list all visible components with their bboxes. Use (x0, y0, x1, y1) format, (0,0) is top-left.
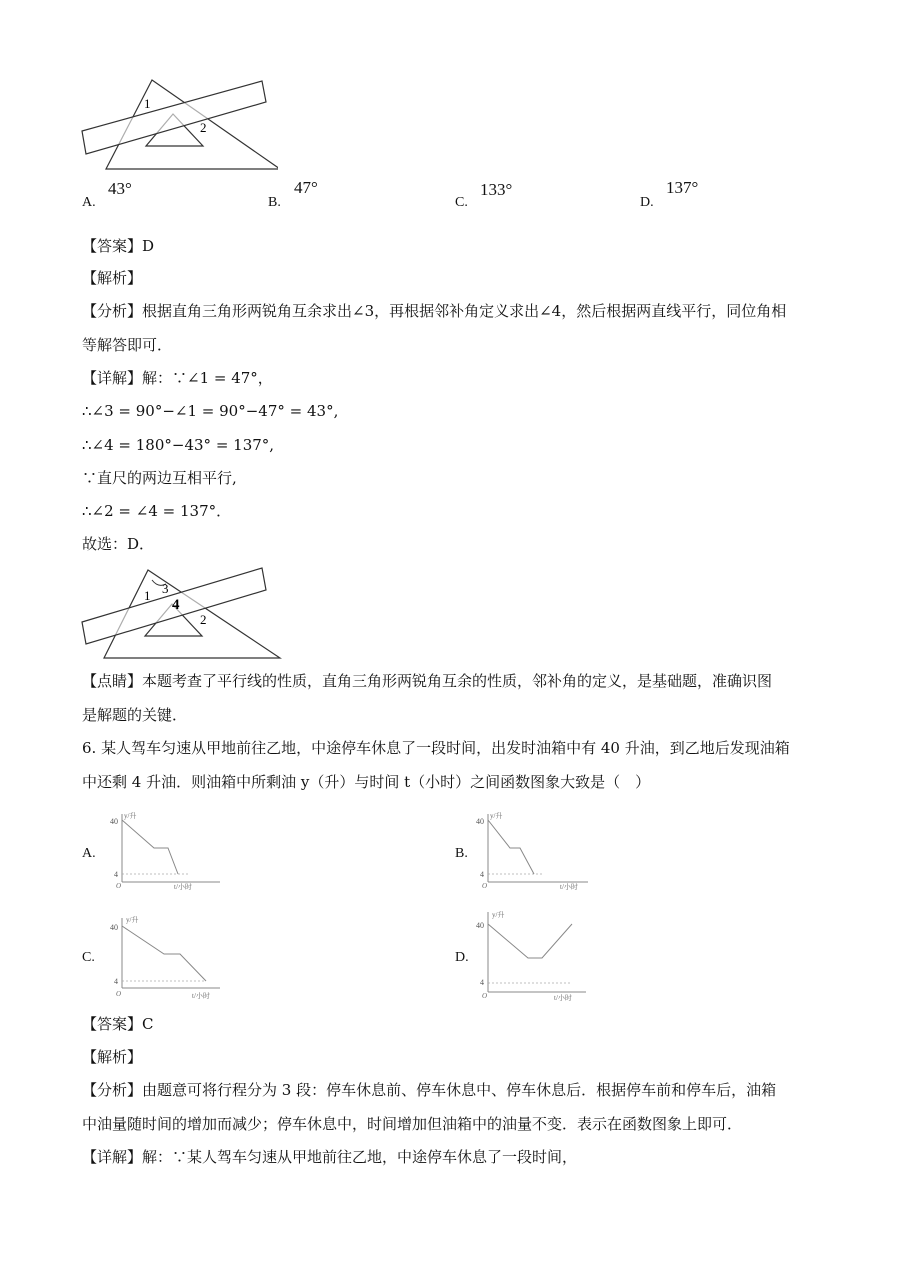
y-tick-4: 4 (114, 870, 118, 879)
q6-option-b-letter: B. (455, 846, 468, 861)
y-tick-40: 40 (110, 817, 118, 826)
angle-3-label: 3 (162, 581, 169, 596)
x-axis-label: t/小时 (554, 994, 572, 1002)
q5-detail-line-3: ∴∠4 = 180°−43° = 137°, (82, 436, 275, 454)
angle-2-label: 2 (200, 612, 207, 627)
option-c-value: 133° (480, 180, 513, 199)
y-tick-40: 40 (476, 817, 484, 826)
option-d-letter: D. (640, 195, 654, 210)
q5-detail-line-2: ∴∠3 = 90°−∠1 = 90°−47° = 43°, (82, 402, 339, 420)
q6-graph-a (108, 810, 222, 892)
origin-label: O (482, 882, 488, 890)
q6-graph-d (474, 908, 588, 1002)
q5-detail-line-1: 【详解】解：∵∠1 = 47°， (82, 369, 273, 387)
y-axis-label: y/升 (490, 812, 503, 820)
q6-analysis-line-1: 【分析】由题意可将行程分为 3 段：停车休息前、停车休息中、停车休息后．根据停车前和停车后，油箱 (82, 1081, 777, 1099)
q6-graph-c (108, 914, 222, 1000)
ruler-triangle-figure-annotated (78, 566, 282, 662)
q5-analysis-line-2: 等解答即可． (82, 336, 173, 354)
q6-option-d-letter: D. (455, 950, 469, 965)
x-axis-label: t/小时 (560, 883, 578, 891)
x-axis-label: t/小时 (174, 883, 192, 891)
q6-detail-line-1: 【详解】解：∵某人驾车匀速从甲地前往乙地，中途停车休息了一段时间， (82, 1148, 578, 1166)
origin-label: O (116, 882, 122, 890)
q5-options (0, 178, 909, 214)
option-d-value: 137° (666, 178, 699, 197)
angle-1-label: 1 (144, 588, 151, 603)
y-axis-label: y/升 (492, 911, 505, 919)
q6-graph-b (474, 810, 590, 892)
q5-analysis-heading: 【解析】 (82, 269, 143, 287)
origin-label: O (482, 992, 488, 1000)
q6-option-c-letter: C. (82, 950, 95, 965)
option-c-letter: C. (455, 195, 468, 210)
y-tick-40: 40 (476, 921, 484, 930)
angle-1-label: 1 (144, 96, 151, 111)
ruler-triangle-figure (78, 76, 278, 172)
q5-comment-line-2: 是解题的关键． (82, 706, 188, 724)
y-axis-label: y/升 (126, 916, 139, 924)
option-b-letter: B. (268, 195, 281, 210)
option-b-value: 47° (294, 178, 318, 197)
q6-option-a-letter: A. (82, 846, 96, 861)
q6-answer: 【答案】C (82, 1015, 154, 1033)
q6-stem-line-2: 中还剩 4 升油．则油箱中所剩油 y（升）与时间 t（小时）之间函数图象大致是（ ） (82, 773, 651, 791)
y-tick-4: 4 (480, 870, 484, 879)
q5-detail-line-6: 故选：D． (82, 535, 155, 553)
x-axis-label: t/小时 (192, 992, 210, 1000)
q6-analysis-line-2: 中油量随时间的增加而减少；停车休息中，时间增加但油箱中的油量不变．表示在函数图象上即可． (82, 1115, 743, 1133)
y-tick-4: 4 (480, 978, 484, 987)
q5-comment-line-1: 【点睛】本题考查了平行线的性质，直角三角形两锐角互余的性质，邻补角的定义，是基础题，准确识图 (82, 672, 773, 690)
origin-label: O (116, 990, 122, 998)
q5-answer: 【答案】D (82, 237, 155, 255)
option-a-letter: A. (82, 195, 96, 210)
y-axis-label: y/升 (124, 812, 137, 820)
y-tick-4: 4 (114, 977, 118, 986)
angle-2-label: 2 (200, 120, 207, 135)
q5-detail-line-4: ∵直尺的两边互相平行, (82, 469, 237, 487)
q5-analysis-line-1: 【分析】根据直角三角形两锐角互余求出∠3，再根据邻补角定义求出∠4，然后根据两直线平行，同位角相 (82, 302, 787, 320)
q6-analysis-heading: 【解析】 (82, 1048, 143, 1066)
y-tick-40: 40 (110, 923, 118, 932)
q5-detail-line-5: ∴∠2 = ∠4 = 137°． (82, 502, 232, 520)
q6-stem-line-1: 6. 某人驾车匀速从甲地前往乙地，中途停车休息了一段时间，出发时油箱中有 40 升油，到乙地后发现油箱 (82, 739, 790, 757)
option-a-value: 43° (108, 179, 132, 198)
angle-4-label: 4 (172, 597, 180, 613)
